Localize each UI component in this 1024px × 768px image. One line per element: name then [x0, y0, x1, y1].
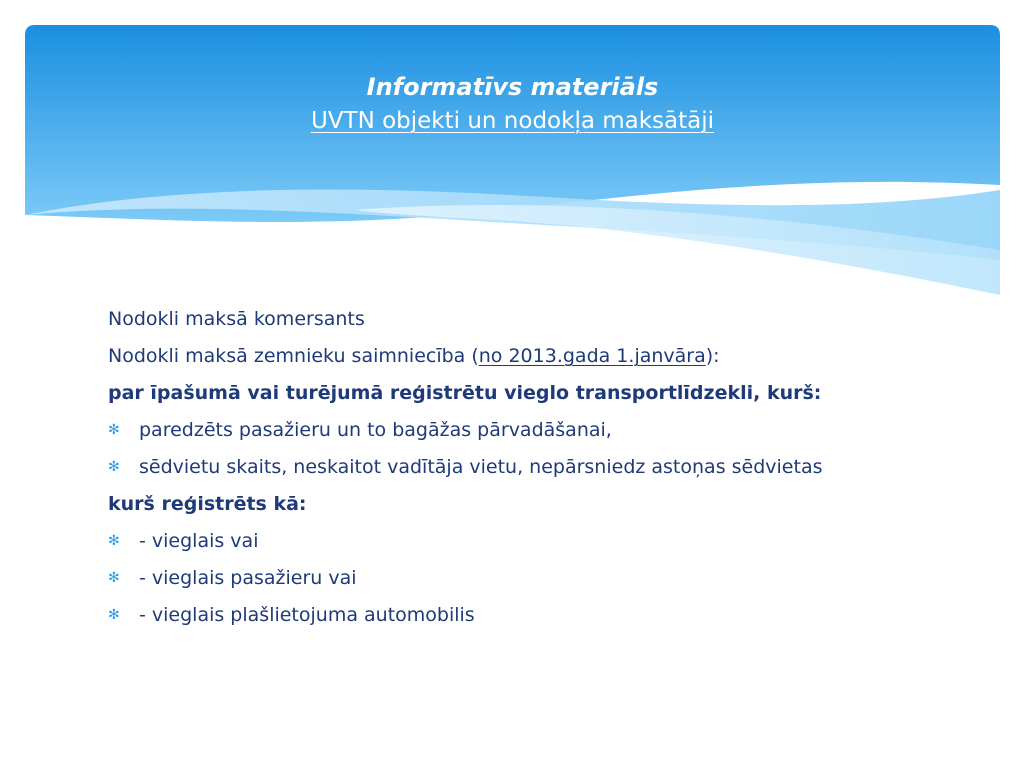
bullet-star-icon: ✻	[108, 459, 120, 475]
list-item-text: sēdvietu skaits, neskaitot vadītāja vietu, nepārsniedz astoņas sēdvietas	[139, 456, 823, 478]
bullet-star-icon: ✻	[108, 422, 120, 438]
content-body	[108, 305, 928, 638]
section-heading-registered: kurš reģistrēts kā:	[108, 493, 307, 515]
wave-background	[25, 25, 1000, 295]
list-item-text: - vieglais pasažieru vai	[139, 567, 357, 589]
line2-prefix: Nodokli maksā zemnieku saimniecība (	[108, 345, 479, 367]
date-link[interactable]: no 2013.gada 1.janvāra	[478, 345, 706, 367]
list-item	[108, 453, 928, 481]
title-block	[25, 70, 1000, 138]
list-item-text: paredzēts pasažieru un to bagāžas pārvadāšanai,	[139, 419, 612, 441]
text-line-zemnieku	[108, 342, 928, 370]
list-item	[108, 527, 928, 555]
line2-suffix: ):	[705, 345, 720, 367]
section-heading-vehicle: par īpašumā vai turējumā reģistrētu vieglo transportlīdzekli, kurš:	[108, 382, 822, 404]
slide-subtitle-link[interactable]: UVTN objekti un nodokļa maksātāji	[310, 108, 715, 134]
list-item	[108, 601, 928, 629]
bullet-star-icon: ✻	[108, 607, 120, 623]
list-item	[108, 564, 928, 592]
list-item	[108, 416, 928, 444]
header-banner	[25, 25, 1000, 295]
bullet-star-icon: ✻	[108, 533, 120, 549]
list-item-text: - vieglais plašlietojuma automobilis	[139, 604, 475, 626]
list-item-text: - vieglais vai	[139, 530, 259, 552]
slide-title: Informatīvs materiāls	[366, 73, 659, 101]
bullet-star-icon: ✻	[108, 570, 120, 586]
text-line-komersants: Nodokli maksā komersants	[108, 308, 365, 330]
